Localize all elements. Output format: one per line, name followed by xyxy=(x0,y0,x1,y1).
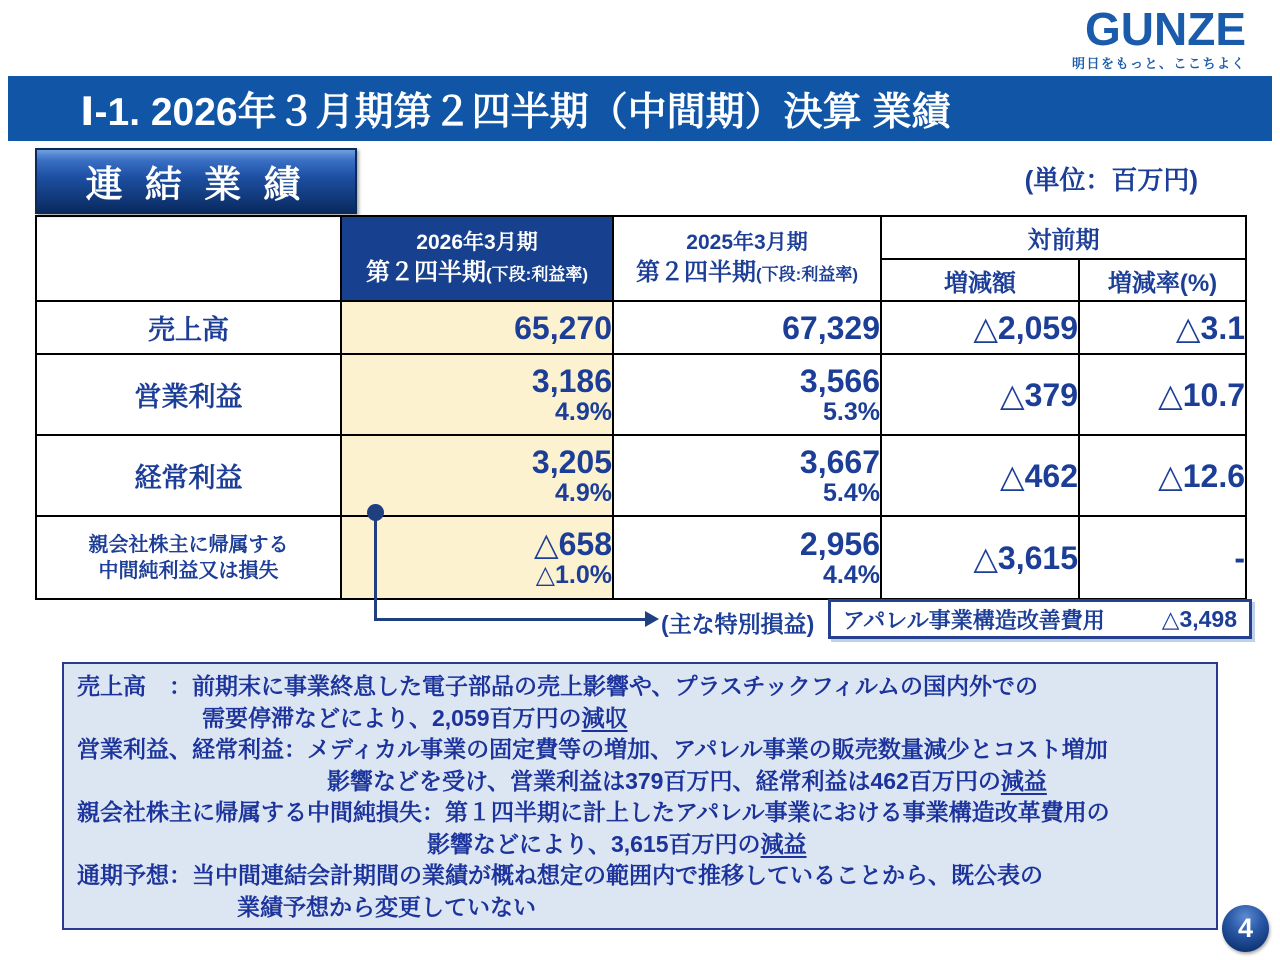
header-prior-period xyxy=(613,216,881,301)
note-line: 影響などにより、3,615百万円の減益 xyxy=(427,830,807,857)
header-change-rate: 増減率(%) xyxy=(1079,259,1246,301)
corner-cell xyxy=(36,216,341,301)
row-label: 売上高 xyxy=(36,301,341,354)
gunze-logo xyxy=(1071,3,1246,72)
page-number-badge xyxy=(1222,905,1269,952)
header-prior-line2: 第２四半期(下段:利益率) xyxy=(636,258,858,286)
value-current: 65,270 xyxy=(341,301,613,354)
note-line: 業績予想から変更していない xyxy=(237,893,536,920)
value-current: △658 △1.0% xyxy=(341,516,613,599)
header-current-period xyxy=(341,216,613,301)
row-label: 営業利益 xyxy=(36,354,341,435)
value-change-amount: △3,615 xyxy=(881,516,1079,599)
header-current-line2: 第２四半期(下段:利益率) xyxy=(366,258,588,286)
page-number: 4 xyxy=(1237,913,1254,943)
value-change-amount: △379 xyxy=(881,354,1079,435)
value-change-rate: - xyxy=(1079,516,1246,599)
header-prior-sub: (下段:利益率) xyxy=(756,264,858,284)
special-loss-value: △3,498 xyxy=(1161,605,1237,632)
value-current: 3,186 4.9% xyxy=(341,354,613,435)
value-prior: 2,956 4.4% xyxy=(613,516,881,599)
note-line: 影響などを受け、営業利益は379百万円、経常利益は462百万円の減益 xyxy=(327,767,1047,794)
table-row-net-sales xyxy=(36,301,1246,354)
value-prior: 3,566 5.3% xyxy=(613,354,881,435)
section-badge xyxy=(35,148,357,214)
value-current: 3,205 4.9% xyxy=(341,435,613,516)
unit-label: (単位：百万円) xyxy=(1024,165,1198,195)
results-table xyxy=(35,215,1247,600)
note-line: 通期予想：当中間連結会計期間の業績が概ね想定の範囲内で推移していることから、既公表の xyxy=(77,862,1043,888)
section-badge-label: 連 結 業 績 xyxy=(85,164,307,205)
summary-notes-panel xyxy=(62,662,1218,930)
table-row-net-income xyxy=(36,516,1246,599)
row-label: 経常利益 xyxy=(36,435,341,516)
connector-vertical-line xyxy=(374,512,377,620)
value-prior: 3,667 5.4% xyxy=(613,435,881,516)
row-label: 親会社株主に帰属する 中間純利益又は損失 xyxy=(36,516,341,599)
value-prior: 67,329 xyxy=(613,301,881,354)
table-row-operating-income xyxy=(36,354,1246,435)
special-gain-loss-label: (主な特別損益) xyxy=(661,611,815,637)
note-line: 売上高 ：前期末に事業終息した電子部品の売上影響や、プラスチックフィルムの国内外での xyxy=(77,673,1038,699)
value-change-amount: △2,059 xyxy=(881,301,1079,354)
note-line: 営業利益、経常利益：メディカル事業の固定費等の増加、アパレル事業の販売数量減少とコスト増加 xyxy=(77,736,1108,762)
special-loss-callout xyxy=(828,599,1252,639)
value-change-rate: △12.6 xyxy=(1079,435,1246,516)
header-vs-prior: 対前期 xyxy=(881,216,1246,259)
page-title: Ⅰ-1. 2026年３月期第２四半期（中間期）決算 業績 xyxy=(80,90,951,134)
table-row-ordinary-income xyxy=(36,435,1246,516)
value-change-amount: △462 xyxy=(881,435,1079,516)
slide-title-bar xyxy=(8,76,1272,141)
header-current-sub: (下段:利益率) xyxy=(486,264,588,284)
value-change-rate: △3.1 xyxy=(1079,301,1246,354)
note-line: 需要停滞などにより、2,059百万円の減収 xyxy=(202,704,628,731)
special-loss-title: アパレル事業構造改善費用 xyxy=(843,607,1105,633)
logo-brand-text: GUNZE xyxy=(1085,3,1246,55)
arrow-right-icon xyxy=(645,611,659,627)
note-line: 親会社株主に帰属する中間純損失：第１四半期に計上したアパレル事業における事業構造改革費用の xyxy=(77,799,1110,825)
logo-tagline: 明日をもっと、ここちよく xyxy=(1071,56,1246,71)
header-prior-line1: 2025年3月期 xyxy=(686,230,808,254)
connector-horizontal-line xyxy=(374,618,646,621)
value-change-rate: △10.7 xyxy=(1079,354,1246,435)
header-current-line1: 2026年3月期 xyxy=(416,230,538,254)
header-change-amount: 増減額 xyxy=(881,259,1079,301)
